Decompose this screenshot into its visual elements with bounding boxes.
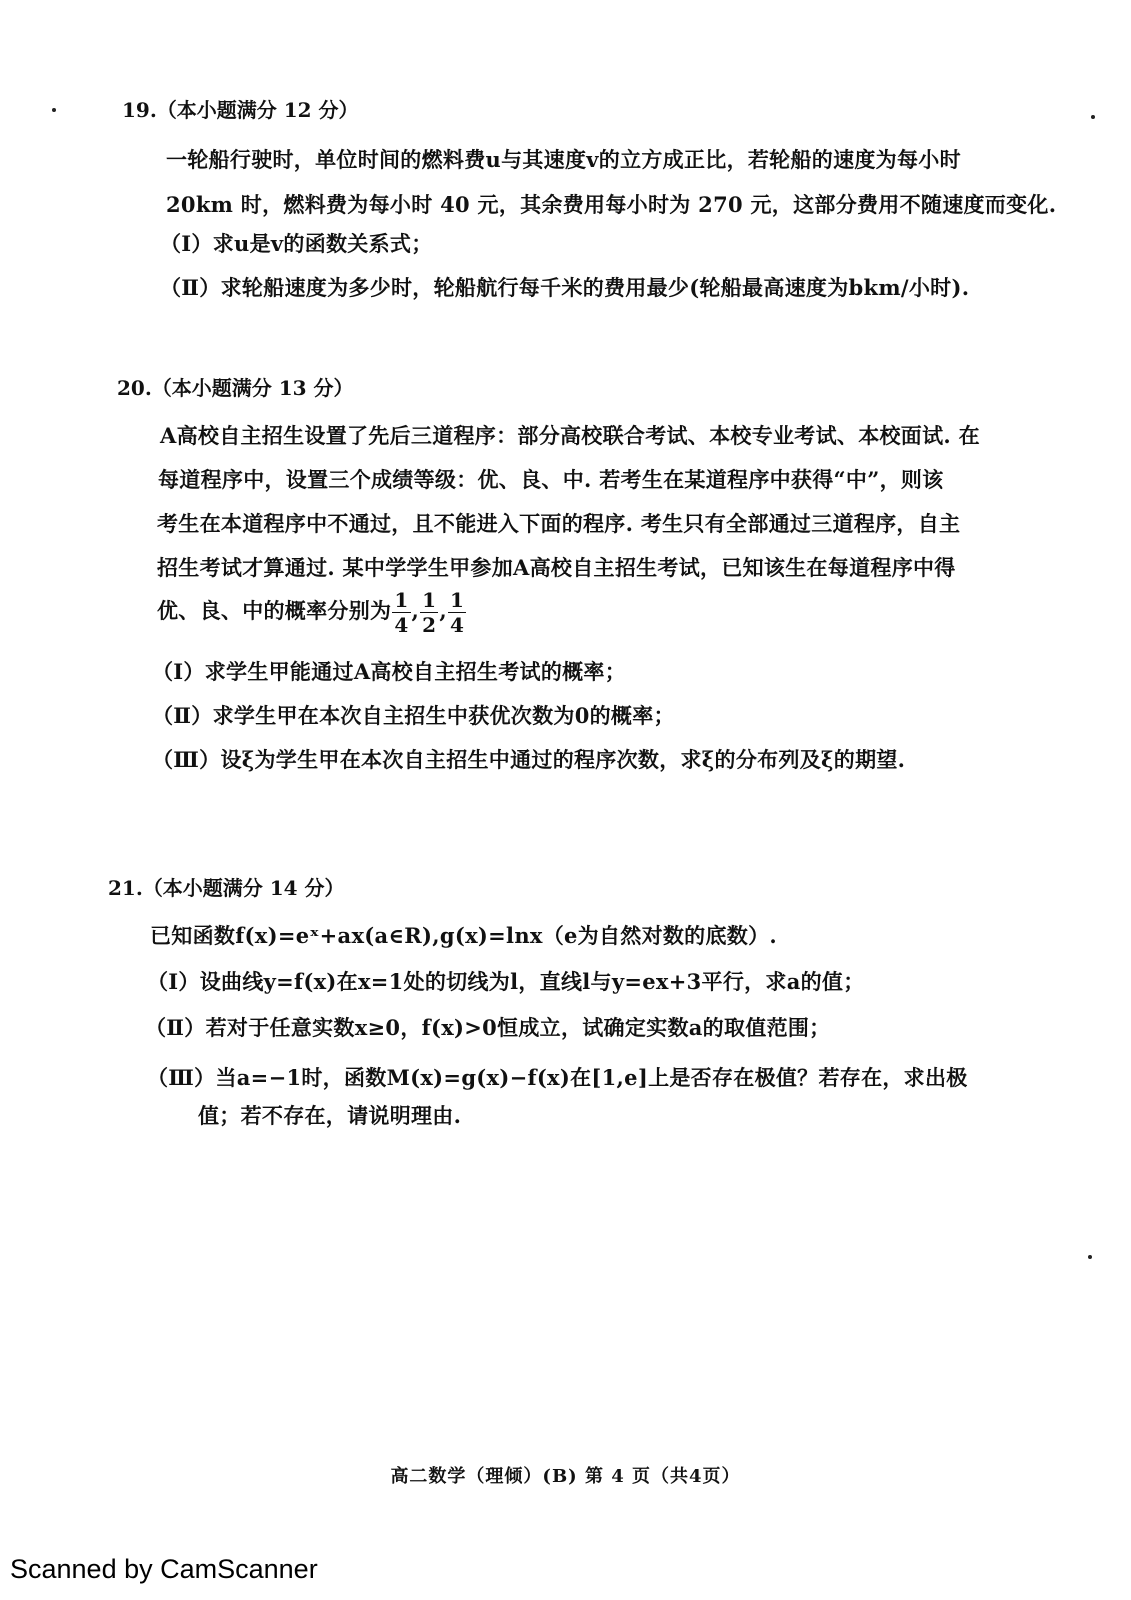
question-21-part-1: （Ⅰ）设曲线y=f(x)在x=1处的切线为l，直线l与y=ex+3平行，求a的值； [147, 969, 865, 994]
question-19-part-2: （Ⅱ）求轮船速度为多少时，轮船航行每千米的费用最少(轮船最高速度为bkm/小时). [160, 275, 970, 300]
question-21-part-2: （Ⅱ）若对于任意实数x≥0，f(x)>0恒成立，试确定实数a的取值范围； [145, 1015, 831, 1040]
scan-speck [52, 108, 56, 112]
fraction-numerator: 1 [394, 588, 409, 612]
question-19-header: 19.（本小题满分 12 分） [122, 98, 359, 122]
fraction-denominator: 2 [422, 613, 437, 637]
question-20-line-3: 考生在本道程序中不通过，且不能进入下面的程序. 考生只有全部通过三道程序，自主 [157, 511, 961, 536]
fraction-medium [448, 590, 466, 635]
question-19-line-1: 一轮船行驶时，单位时间的燃料费u与其速度v的立方成正比，若轮船的速度为每小时 [166, 147, 961, 172]
question-20-line-4: 招生考试才算通过. 某中学学生甲参加A高校自主招生考试，已知该生在每道程序中得 [157, 555, 956, 580]
probability-prefix: 优、良、中的概率分别为 [157, 598, 392, 623]
question-21-part-3-cont: 值；若不存在，请说明理由. [198, 1103, 462, 1128]
question-20-line-2: 每道程序中，设置三个成绩等级：优、良、中. 若考生在某道程序中获得“中”，则该 [158, 467, 944, 492]
question-20-part-1: （Ⅰ）求学生甲能通过A高校自主招生考试的概率； [152, 659, 627, 684]
question-21-line-1: 已知函数f(x)=eˣ+ax(a∈R),g(x)=lnx（e为自然对数的底数）. [150, 923, 777, 948]
question-20-header: 20.（本小题满分 13 分） [117, 376, 354, 400]
question-21-header: 21.（本小题满分 14 分） [108, 876, 345, 900]
question-19-part-1: （Ⅰ）求u是v的函数关系式； [160, 231, 433, 256]
question-20-line-1: A高校自主招生设置了先后三道程序：部分高校联合考试、本校专业考试、本校面试. 在 [160, 423, 980, 448]
fraction-denominator: 4 [450, 613, 465, 637]
question-21-part-3: （Ⅲ）当a=−1时，函数M(x)=g(x)−f(x)在[1,e]上是否存在极值？若存在，求出极 [147, 1065, 968, 1090]
scan-speck [1091, 115, 1095, 119]
page-footer: 高二数学（理倾）(B) 第 4 页（共4页） [390, 1466, 741, 1487]
question-20-probabilities: 优、良、中的概率分别为 $\frac{1}{4}$ , $\frac{1}{2}$ , $\frac{1}{4}$ [157, 588, 465, 637]
fraction-excellent [392, 590, 410, 635]
fraction-denominator: 4 [394, 613, 409, 637]
question-20-part-3: （Ⅲ）设ξ为学生甲在本次自主招生中通过的程序次数，求ξ的分布列及ξ的期望. [152, 747, 906, 772]
camscanner-watermark: Scanned by CamScanner [10, 1554, 318, 1584]
scan-speck [1088, 1255, 1092, 1259]
fraction-numerator: 1 [422, 588, 437, 612]
question-20-part-2: （Ⅱ）求学生甲在本次自主招生中获优次数为0的概率； [152, 703, 675, 728]
fraction-good [420, 590, 438, 635]
question-19-line-2: 20km 时，燃料费为每小时 40 元，其余费用每小时为 270 元，这部分费用不随速度而变化. [166, 192, 1057, 217]
fraction-numerator: 1 [450, 588, 465, 612]
